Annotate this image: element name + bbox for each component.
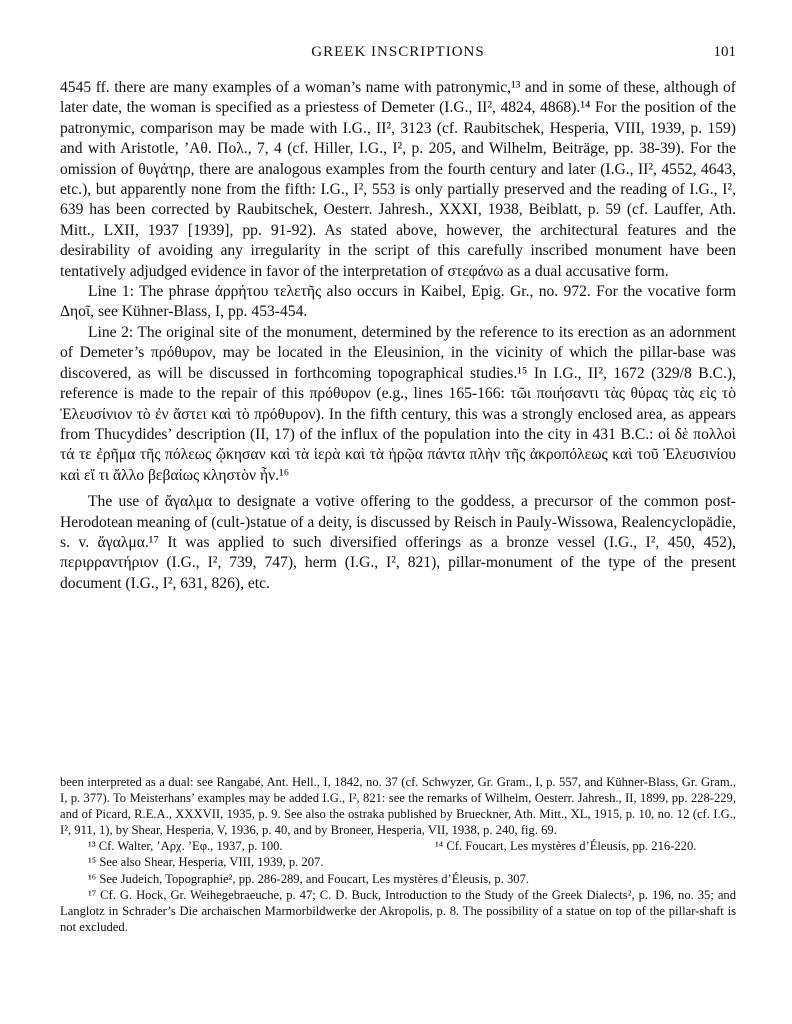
paragraph-line-2-note: Line 2: The original site of the monument, determined by the reference to its erection as an adornment of Demeter’s πρόθυρον, may be located in the Eleusinion, in the vicinity of which the pillar-base was discovered, as will be discussed in forthcoming topographical studies.¹⁵ In I.G., II², 1672 (329/8 B.C.), reference is made to the repair of this πρόθυρον (e.g., lines 165-166: τῶι ποιήσαντι τὰς θύρας τὰς εἰς τὸ Ἐλευσίνιον τὸ ἐν ἄστει καὶ τὸ πρόθυρον). In the fifth century, this was a strongly enclosed area, as appears from Thucydides’ description (II, 17) of the influx of the population into the city in 431 B.C.: οἱ δὲ πολλοὶ τά τε ἐρῆμα τῆς πόλεως ᾤκησαν καὶ τὰ ἱερὰ καὶ τὰ ἡρῷα πάντα πλὴν τῆς ἀκροπόλεως καὶ τοῦ Ἐλευσινίου καὶ εἴ τι ἄλλο βεβαίως κληστὸν ἦν.¹⁶ <box>60 323 736 484</box>
footnote-14: ¹⁴ Cf. Foucart, Les mystères d’Éleusis, pp. 216-220. <box>435 839 697 854</box>
footnote-17: ¹⁷ Cf. G. Hock, Gr. Weihegebraeuche, p. 47; C. D. Buck, Introduction to the Study of the Greek Dialects², p. 196, no. 35; and Langlotz in Schrader’s Die archaischen Marmorbildwerke der Akropolis, p. 8. The possibility of a statue on top of the pillar-shaft is not excluded. <box>60 887 736 934</box>
footnote-row-13-14 <box>60 838 736 854</box>
paragraph-1: 4545 ff. there are many examples of a woman’s name with patronymic,¹³ and in some of these, although of later date, the woman is specified as a priestess of Demeter (I.G., II², 4824, 4868).¹⁴ For the position of the patronymic, comparison may be made with I.G., II², 3123 (cf. Raubitschek, Hesperia, VIII, 1939, p. 159) and with Aristotle, ’Αθ. Πολ., 7, 4 (cf. Hiller, I.G., I², p. 205, and Wilhelm, Beiträge, pp. 38-39). For the omission of θυγάτηρ, there are analogous examples from the fourth century and later (I.G., II², 4552, 4643, etc.), but apparently none from the fifth: I.G., I², 553 is only partially preserved and the reading of I.G., I², 639 has been corrected by Raubitschek, Oesterr. Jahresh., XXXI, 1938, Beiblatt, p. 59 (cf. Lauffer, Ath. Mitt., LXII, 1937 [1939], pp. 91-92). As stated above, however, the architectural features and the desirability of avoiding any irregularity in the script of this carefully inscribed monument have been tentatively adjudged evidence in favor of the interpretation of στεφάνω as a dual accusative form. <box>60 79 736 280</box>
footnote-15: ¹⁵ See also Shear, Hesperia, VIII, 1939, p. 207. <box>88 855 324 870</box>
paragraph-line-1-note: Line 1: The phrase ἀρρήτου τελετῆς also occurs in Kaibel, Epig. Gr., no. 972. For the vocative form Δηοῖ, see Kühner-Blass, I, pp. 453-454. <box>60 283 736 321</box>
body-text <box>60 78 736 594</box>
footnotes <box>60 774 736 935</box>
page-number: 101 <box>713 44 736 60</box>
footnote-continued: been interpreted as a dual: see Rangabé, Ant. Hell., I, 1842, no. 37 (cf. Schwyzer, Gr. Gram., I, p. 557, and Kühner-Blass, Gr. Gram., I, p. 377). To Meisterhans’ examples may be added I.G., I², 821: see the remarks of Wilhelm, Oesterr. Jahresh., II, 1899, pp. 228-229, and of Picard, R.E.A., XXXVII, 1935, p. 9. See also the ostraka published by Brueckner, Ath. Mitt., XL, 1915, p. 10, no. 12 (cf. I.G., I², 911, 1), by Shear, Hesperia, V, 1936, p. 40, and by Broneer, Hesperia, VII, 1938, p. 240, fig. 69. <box>60 775 736 838</box>
footnote-13: ¹³ Cf. Walter, ’Αρχ. ’Εφ., 1937, p. 100. <box>88 839 283 854</box>
running-title: GREEK INSCRIPTIONS <box>311 44 485 60</box>
footnote-16: ¹⁶ See Judeich, Topographie², pp. 286-289, and Foucart, Les mystères d’Éleusis, p. 307. <box>88 871 530 886</box>
page-header <box>60 44 736 66</box>
paragraph-agalma: The use of ἄγαλμα to designate a votive offering to the goddess, a precursor of the common post-Herodotean meaning of (cult-)statue of a deity, is discussed by Reisch in Pauly-Wissowa, Realencyclopädie, s. v. ἄγαλμα.¹⁷ It was applied to such diversified offerings as a bronze vessel (I.G., I², 450, 452), περιρραντήριον (I.G., I², 739, 747), herm (I.G., I², 821), pillar-monument of the type of the present document (I.G., I², 631, 826), etc. <box>60 493 736 592</box>
